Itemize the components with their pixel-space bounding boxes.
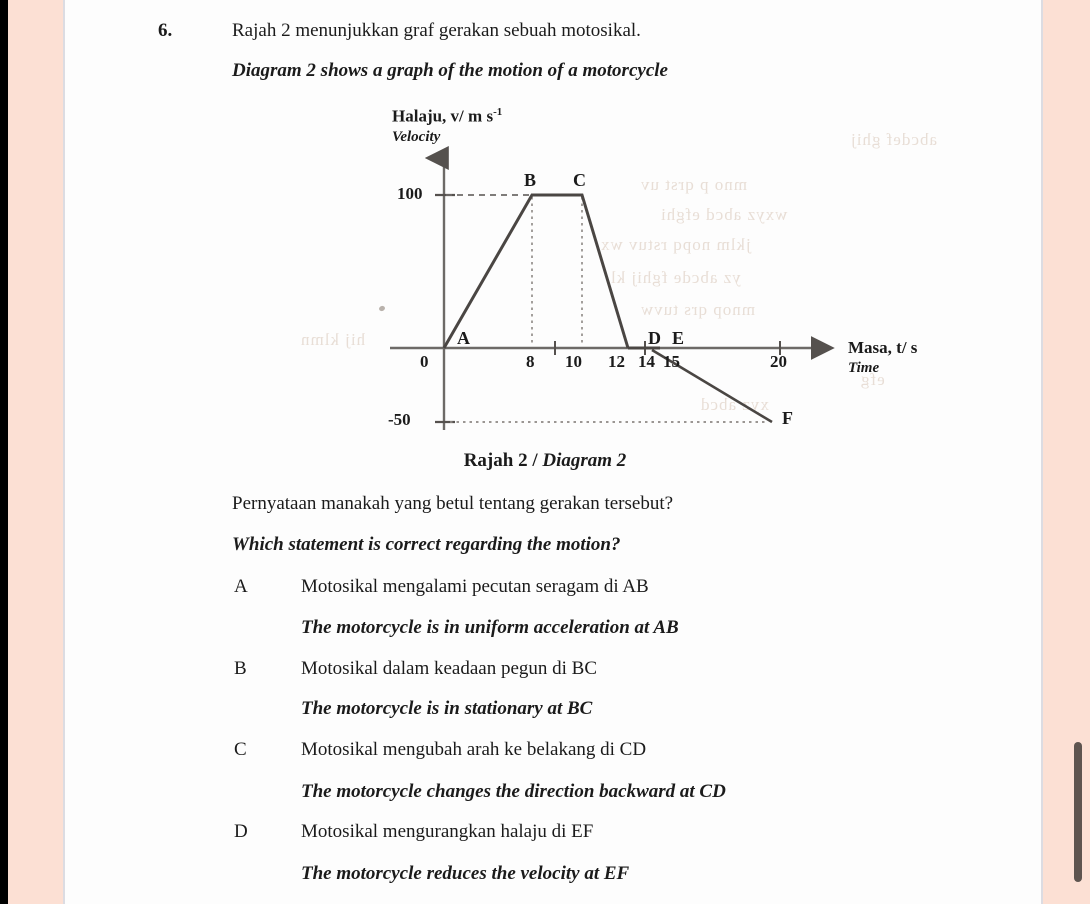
y-tick-label-minus50: -50 <box>388 410 411 429</box>
x-axis-title-english: Time <box>848 360 880 376</box>
y-axis-title-english: Velocity <box>392 129 441 145</box>
x-tick-label-8: 8 <box>526 352 535 371</box>
point-label-F: F <box>782 408 793 428</box>
bleed-through-ghost: mno p qrst uv <box>640 175 747 194</box>
bleed-through-ghost: abcdef ghij <box>850 130 937 149</box>
x-tick-label-10: 10 <box>565 352 582 371</box>
x-tick-label-15: 15 <box>663 352 680 371</box>
bleed-through-ghost: xyz abcd <box>700 395 769 414</box>
bleed-through-ghost: yz abcde fghij kl <box>610 268 741 287</box>
x-axis-title-text: Masa, t/ s <box>848 338 918 357</box>
figure-caption-malay: Rajah 2 / <box>463 450 538 471</box>
x-tick-label-20: 20 <box>770 352 787 371</box>
figure-caption <box>0 450 1090 472</box>
option-letter-b[interactable]: B <box>234 658 247 679</box>
option-b-malay[interactable]: Motosikal dalam keadaan pegun di BC <box>301 658 598 679</box>
point-label-E: E <box>672 328 685 348</box>
option-letter-c[interactable]: C <box>234 739 247 760</box>
bleed-through-ghost: efg <box>860 370 885 389</box>
scrollbar-thumb[interactable] <box>1074 742 1082 882</box>
question-malay: Pernyataan manakah yang betul tentang gerakan tersebut? <box>232 493 674 514</box>
x-tick-label-12: 12 <box>608 352 625 371</box>
bleed-through-ghost: jklm nopq rstuv wx <box>600 235 751 254</box>
bleed-through-ghost: mnop qrs tuvw <box>640 300 755 319</box>
point-label-D: D <box>648 328 661 348</box>
option-d-malay[interactable]: Motosikal mengurangkan halaju di EF <box>301 821 594 842</box>
question-number: 6. <box>158 20 173 41</box>
figure-caption-english: Diagram 2 <box>542 450 627 471</box>
velocity-time-graph <box>360 100 960 460</box>
bleed-through-ghost: hij klmn <box>300 330 366 349</box>
y-tick-label-100: 100 <box>397 184 423 203</box>
option-c-english[interactable]: The motorcycle changes the direction backward at CD <box>301 781 726 802</box>
bleed-through-ghost: wxyz abcd efghi <box>660 205 788 224</box>
option-letter-d[interactable]: D <box>234 821 248 842</box>
x-tick-label-14: 14 <box>638 352 655 371</box>
graph-canvas <box>360 100 960 460</box>
option-c-malay[interactable]: Motosikal mengubah arah ke belakang di CD <box>301 739 647 760</box>
question-english: Which statement is correct regarding the motion? <box>232 534 621 555</box>
y-axis-title-superscript: -1 <box>493 106 503 118</box>
point-label-B: B <box>524 170 537 190</box>
scrollbar-track[interactable] <box>1072 0 1086 904</box>
point-label-C: C <box>573 170 586 190</box>
prompt-english: Diagram 2 shows a graph of the motion of a motorcycle <box>232 60 668 81</box>
y-axis-title-text: Halaju, v/ m s <box>392 106 494 126</box>
curve-O-B-C-D <box>444 195 628 348</box>
point-label-A: A <box>457 328 470 348</box>
prompt-malay: Rajah 2 menunjukkan graf gerakan sebuah motosikal. <box>232 20 641 41</box>
option-d-english[interactable]: The motorcycle reduces the velocity at EF <box>301 863 630 884</box>
option-a-malay[interactable]: Motosikal mengalami pecutan seragam di AB <box>301 576 649 597</box>
x-tick-label-0: 0 <box>420 352 429 371</box>
option-letter-a[interactable]: A <box>234 576 248 597</box>
option-b-english[interactable]: The motorcycle is in stationary at BC <box>301 698 593 719</box>
option-a-english[interactable]: The motorcycle is in uniform acceleration at AB <box>301 617 679 638</box>
